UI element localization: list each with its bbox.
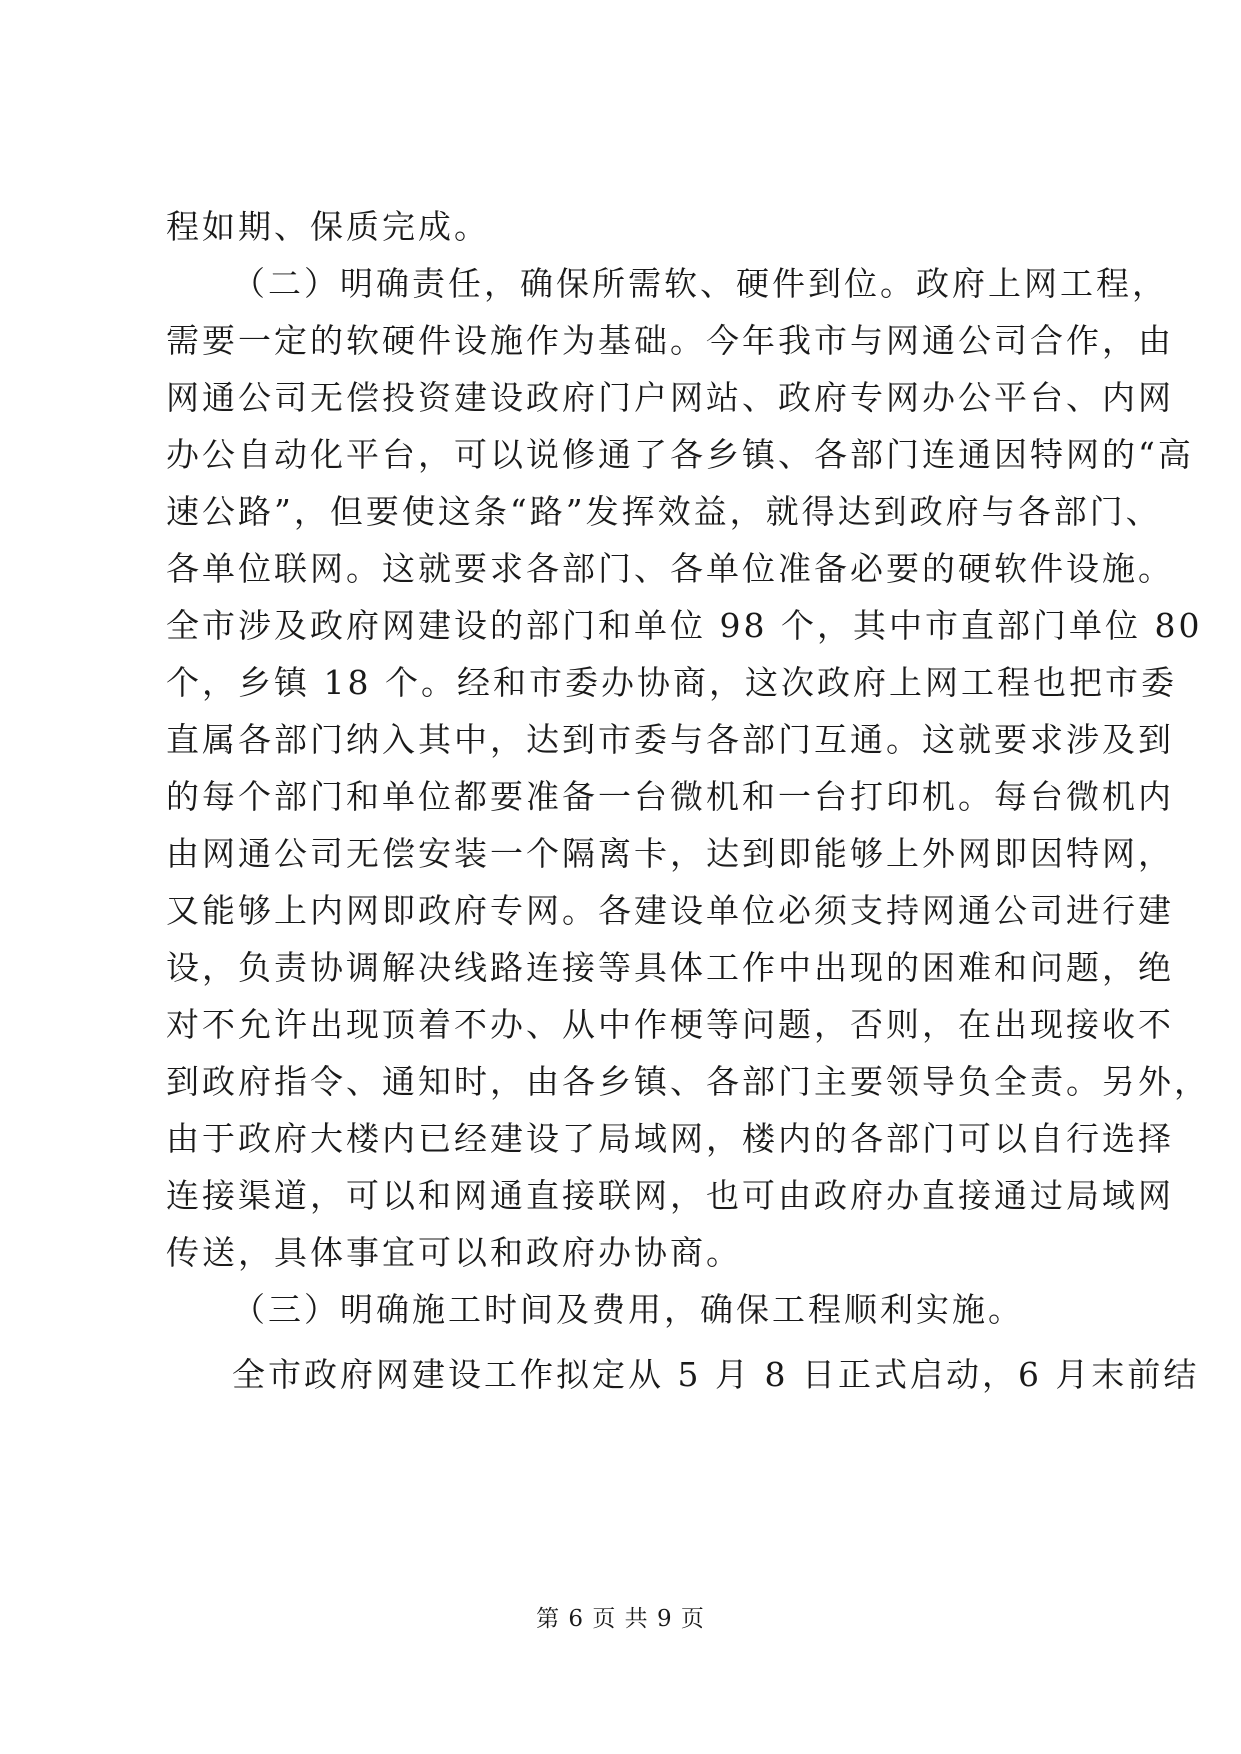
text-line: 网通公司无偿投资建设政府门户网站、政府专网办公平台、内网 xyxy=(166,378,1174,417)
text-line: 需要一定的软硬件设施作为基础。今年我市与网通公司合作，由 xyxy=(166,321,1174,360)
text-line: 个，乡镇 18 个。经和市委办协商，这次政府上网工程也把市委 xyxy=(166,663,1177,702)
text-line: 全市政府网建设工作拟定从 5 月 8 日正式启动，6 月末前结 xyxy=(232,1355,1200,1394)
section-heading: （二）明确责任，确保所需软、硬件到位。政府上网工程， xyxy=(232,264,1168,303)
page-number-footer: 第 6 页 共 9 页 xyxy=(536,1606,705,1632)
section-heading: （三）明确施工时间及费用，确保工程顺利实施。 xyxy=(232,1290,1024,1329)
text-line: 由于政府大楼内已经建设了局域网，楼内的各部门可以自行选择 xyxy=(166,1119,1174,1158)
text-line: 速公路”，但要使这条“路”发挥效益，就得达到政府与各部门、 xyxy=(166,492,1162,531)
text-line: 传送，具体事宜可以和政府办协商。 xyxy=(166,1233,742,1272)
text-line: 全市涉及政府网建设的部门和单位 98 个，其中市直部门单位 80 xyxy=(166,606,1203,645)
text-line: 对不允许出现顶着不办、从中作梗等问题，否则，在出现接收不 xyxy=(166,1005,1174,1044)
text-line: 程如期、保质完成。 xyxy=(166,207,490,246)
text-line: 由网通公司无偿安装一个隔离卡，达到即能够上外网即因特网， xyxy=(166,834,1174,873)
text-line: 连接渠道，可以和网通直接联网，也可由政府办直接通过局域网 xyxy=(166,1176,1174,1215)
text-line: 各单位联网。这就要求各部门、各单位准备必要的硬软件设施。 xyxy=(166,549,1174,588)
text-line: 办公自动化平台，可以说修通了各乡镇、各部门连通因特网的“高 xyxy=(166,435,1194,474)
text-line: 到政府指令、通知时，由各乡镇、各部门主要领导负全责。另外， xyxy=(166,1062,1210,1101)
text-line: 设，负责协调解决线路连接等具体工作中出现的困难和问题，绝 xyxy=(166,948,1174,987)
text-line: 直属各部门纳入其中，达到市委与各部门互通。这就要求涉及到 xyxy=(166,720,1174,759)
text-line: 又能够上内网即政府专网。各建设单位必须支持网通公司进行建 xyxy=(166,891,1174,930)
text-line: 的每个部门和单位都要准备一台微机和一台打印机。每台微机内 xyxy=(166,777,1174,816)
